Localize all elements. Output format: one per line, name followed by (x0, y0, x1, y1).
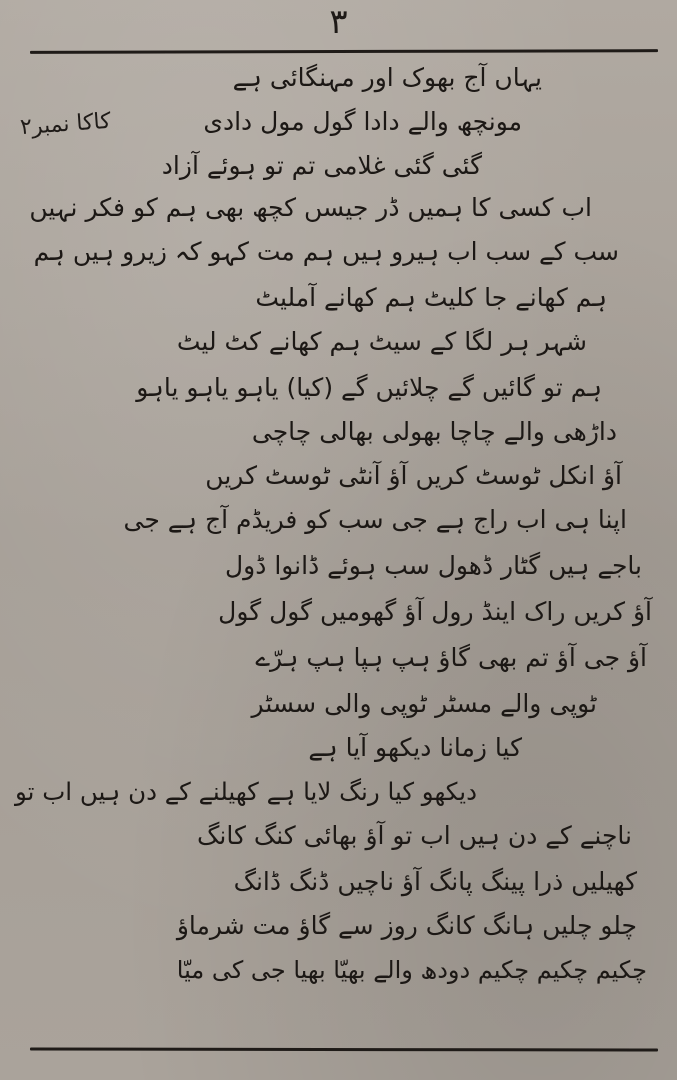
page-number: ۳ (329, 2, 348, 42)
text-line: مونچھ والے دادا گول مول دادی (203, 107, 522, 136)
text-line: کیا زمانا دیکھو آیا ہے (308, 733, 522, 762)
text-line: آؤ جی آؤ تم بھی گاؤ ہپ ہپا ہپ ہرّے (255, 643, 647, 672)
text-line: داڑھی والے چاچا بھولی بھالی چاچی (251, 417, 617, 446)
text-line: ہم تو گائیں گے چلائیں گے (کیا) یاہو یاہو یاہو (136, 373, 602, 402)
text-line: سب کے سب اب ہیرو ہیں ہم مت کہو کہ زیرو ہیں ہم (33, 237, 619, 266)
text-line: اپنا ہی اب راج ہے جی سب کو فریڈم آج ہے جی (123, 505, 627, 534)
text-line: آؤ انکل ٹوسٹ کریں آؤ آنٹی ٹوسٹ کریں (205, 461, 622, 490)
text-line: اب کسی کا ہمیں ڈر جیسں کچھ بھی ہم کو فکر نہیں (29, 193, 592, 222)
text-line: دیکھو کیا رنگ لایا ہے کھیلنے کے دن ہیں اب تو (14, 777, 477, 806)
text-line: ہم کھانے جا کلیٹ ہم کھانے آملیٹ (255, 283, 607, 312)
text-line: چلو چلیں ہانگ کانگ روز سے گاؤ مت شرماؤ (176, 911, 637, 940)
margin-note: کاکا نمبر۲ (19, 108, 112, 141)
text-line: شہر ہر لگا کے سیٹ ہم کھانے کٹ لیٹ (176, 327, 587, 356)
text-line: گئی گئی غلامی تم تو ہوئے آزاد (161, 151, 482, 180)
text-line: ناچنے کے دن ہیں اب تو آؤ بھائی کنگ کانگ (197, 821, 632, 850)
text-line: یہاں آج بھوک اور مہنگائی ہے (232, 63, 542, 92)
text-line: کھیلیں ذرا پینگ پانگ آؤ ناچیں ڈنگ ڈانگ (233, 867, 637, 896)
text-line: باجے ہیں گٹار ڈھول سب ہوئے ڈانوا ڈول (225, 551, 642, 580)
text-line: چکیم چکیم چکیم دودھ والے بھیّا بھیا جی کی میّا (176, 956, 647, 984)
text-line: ٹوپی والے مسٹر ٹوپی والی سسٹر (251, 689, 597, 718)
text-line: آؤ کریں راک اینڈ رول آؤ گھومیں گول گول (218, 597, 652, 626)
